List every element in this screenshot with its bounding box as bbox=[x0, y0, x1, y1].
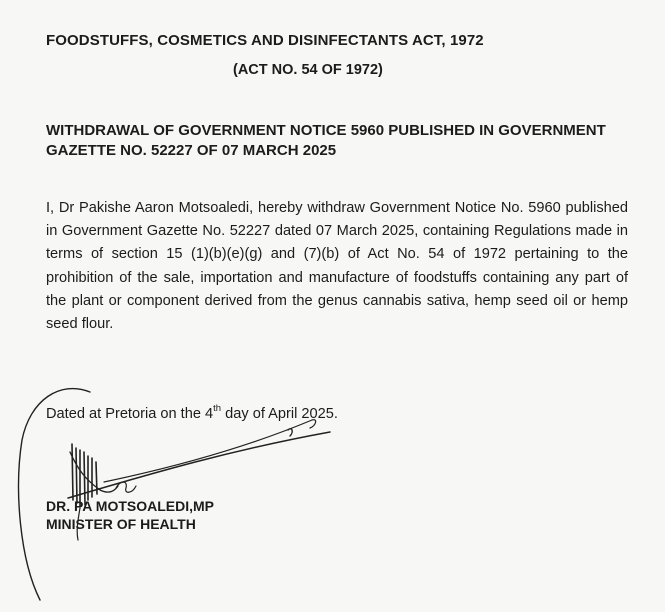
notice-body bbox=[46, 197, 628, 336]
dated-prefix: Dated at Pretoria on the 4 bbox=[46, 405, 214, 422]
notice-heading: WITHDRAWAL OF GOVERNMENT NOTICE 5960 PUBLISHED IN GOVERNMENT GAZETTE NO. 52227 OF 07 MARCH 2025 bbox=[46, 122, 606, 159]
dated-line bbox=[46, 404, 338, 422]
signatory-name: DR. PA MOTSOALEDI,MP bbox=[46, 498, 214, 514]
dated-suffix: day of April 2025. bbox=[221, 405, 338, 422]
act-number: (ACT NO. 54 OF 1972) bbox=[233, 62, 383, 78]
dated-ordinal: th bbox=[213, 403, 222, 414]
act-title: FOODSTUFFS, COSMETICS AND DISINFECTANTS ACT, 1972 bbox=[46, 32, 484, 49]
notice-body-paragraph: I, Dr Pakishe Aaron Motsoaledi, hereby withdraw Government Notice No. 5960 published in Government Gazette No. 52227 dated 07 March 2025, containing Regulations made in terms of section 15 (1)(b)(e)(g) and (7)(b) of Act No. 54 of 1972 pertaining to the prohibition of the sale, importation and manufacture of foodstuffs containing any part of the plant or component derived from the genus cannabis sativa, hemp seed oil or hemp seed flour. bbox=[46, 200, 628, 333]
signatory-title: MINISTER OF HEALTH bbox=[46, 516, 196, 532]
